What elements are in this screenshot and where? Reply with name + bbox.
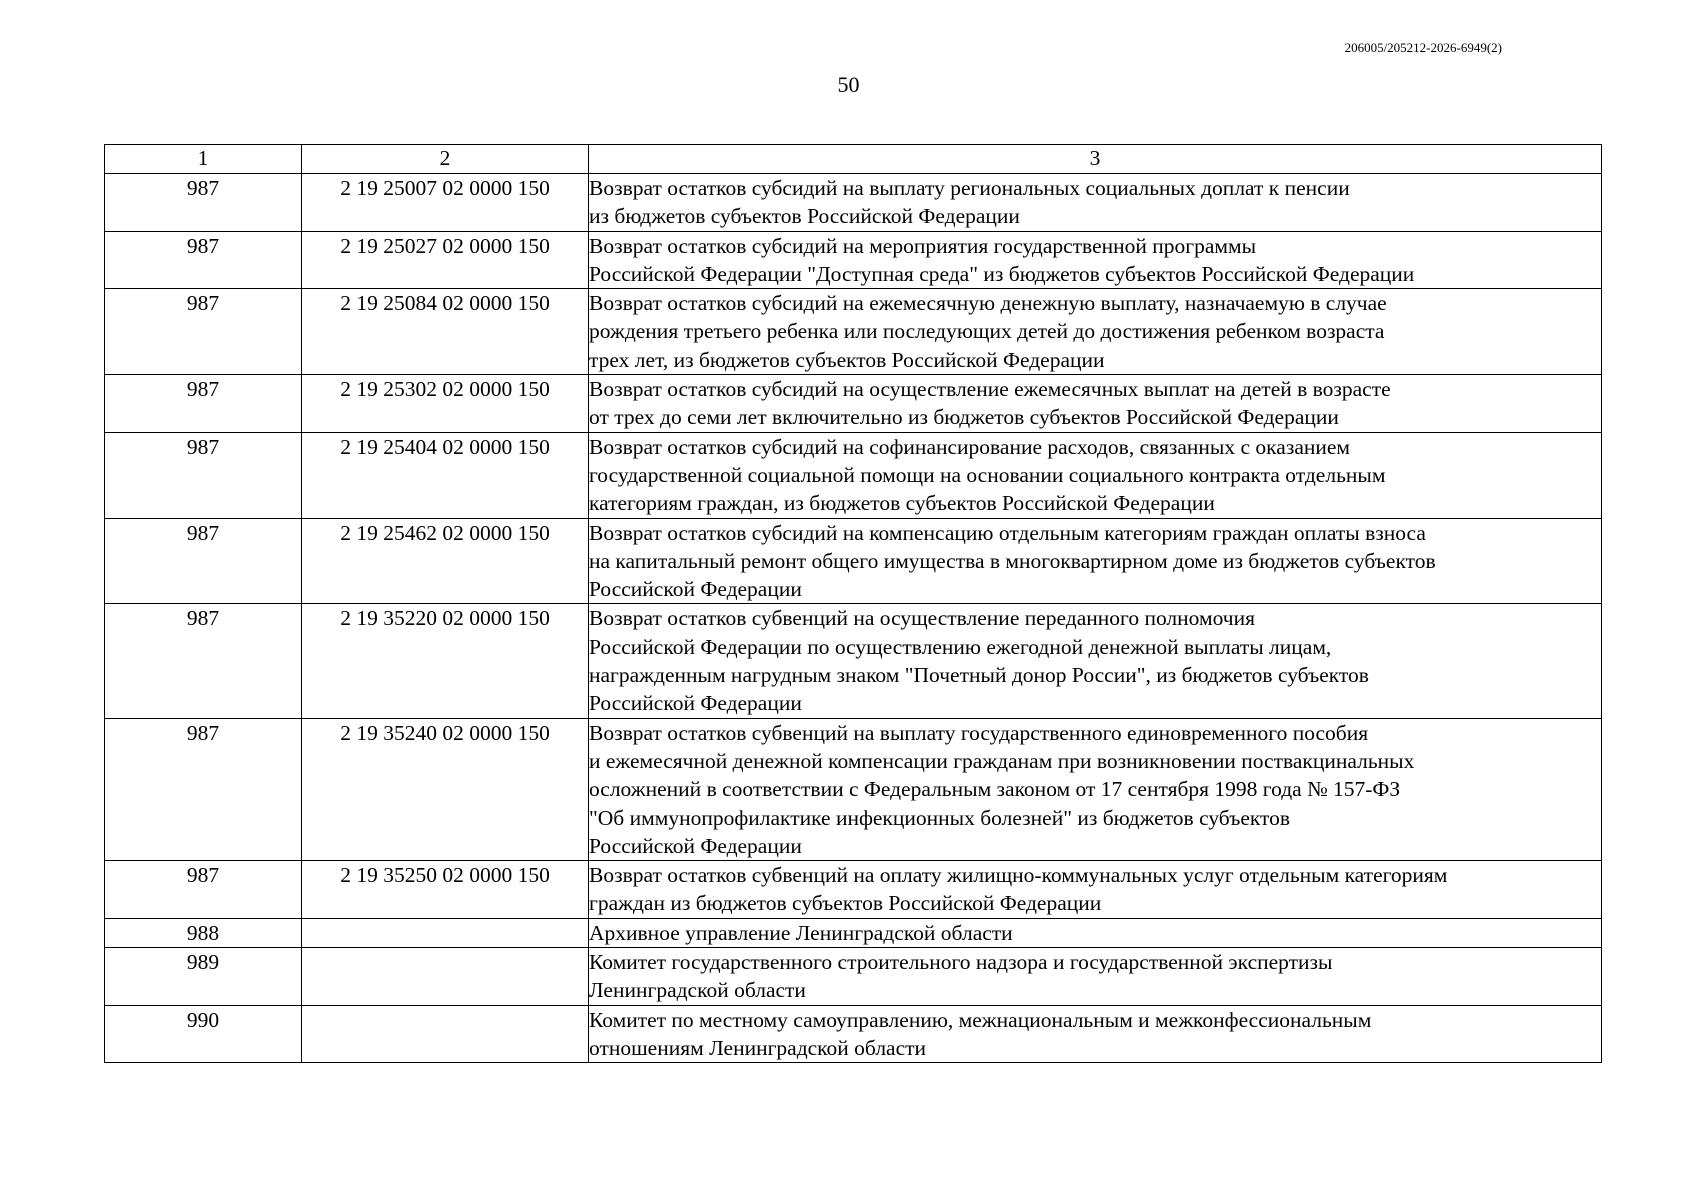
budget-code-text: 2 19 25027 02 0000 150 — [340, 233, 550, 258]
budget-code-cell — [302, 289, 589, 375]
budget-code-text: 2 19 25084 02 0000 150 — [340, 291, 550, 316]
budget-code-text: 2 19 35240 02 0000 150 — [340, 720, 550, 745]
description-text: Возврат остатков субсидий на компенсацию отдельным категориям граждан оплаты взноса на капитальный ремонт общего имущества в многоквартирном доме из бюджетов субъектов Российской Федерации — [589, 520, 1436, 602]
description-cell — [589, 948, 1602, 1006]
admin-code-cell — [105, 174, 302, 232]
description-cell — [589, 174, 1602, 232]
budget-code-text: 2 19 35250 02 0000 150 — [340, 863, 550, 888]
description-cell — [589, 231, 1602, 289]
description-cell — [589, 1005, 1602, 1063]
description-text: Комитет по местному самоуправлению, межнациональным и межконфессиональным отношениям Ленинградской области — [589, 1007, 1372, 1060]
table-row — [105, 375, 1602, 433]
admin-code-cell — [105, 231, 302, 289]
document-id: 206005/205212-2026-6949(2) — [1344, 40, 1502, 55]
table-row — [105, 231, 1602, 289]
admin-code-text: 987 — [186, 233, 220, 258]
description-text: Возврат остатков субвенций на оплату жилищно-коммунальных услуг отдельным категориям граждан из бюджетов субъектов Российской Федерации — [589, 863, 1448, 916]
budget-code-text: 2 19 25404 02 0000 150 — [340, 434, 550, 459]
table-row — [105, 518, 1602, 604]
description-cell — [589, 375, 1602, 433]
admin-code-cell — [105, 289, 302, 375]
admin-code-text: 987 — [186, 606, 220, 631]
table-header-row — [105, 145, 1602, 174]
description-text: Архивное управление Ленинградской области — [589, 920, 1013, 945]
description-text: Возврат остатков субвенций на выплату государственного единовременного пособия и ежемесячной денежной компенсации гражданам при возникновении поствакцинальных осложнений в соответствии с Федеральным законом от 17 сентября 1998 года № 157-ФЗ "Об иммунопрофилактике инфекционных болезней" из бюджетов субъектов Российской Федерации — [589, 720, 1415, 858]
budget-code-cell — [302, 518, 589, 604]
description-text: Возврат остатков субсидий на ежемесячную денежную выплату, назначаемую в случае рождения третьего ребенка или последующих детей до достижения ребенком возраста трех лет, из бюджетов субъектов Российской Федерации — [589, 291, 1387, 372]
table-row — [105, 174, 1602, 232]
budget-code-text: 2 19 25007 02 0000 150 — [340, 176, 550, 200]
admin-code-cell — [105, 861, 302, 919]
budget-code-cell — [302, 948, 589, 1006]
admin-code-text: 987 — [186, 863, 220, 888]
admin-code-cell — [105, 604, 302, 718]
description-cell — [589, 918, 1602, 947]
description-text: Возврат остатков субсидий на мероприятия государственной программы Российской Федерации "Доступная среда" из бюджетов субъектов Российской Федерации — [589, 233, 1415, 286]
description-cell — [589, 432, 1602, 518]
budget-codes-table — [104, 144, 1602, 1063]
budget-code-cell — [302, 375, 589, 433]
budget-code-cell — [302, 231, 589, 289]
budget-code-cell — [302, 718, 589, 860]
admin-code-cell — [105, 375, 302, 433]
table-row — [105, 289, 1602, 375]
budget-code-cell — [302, 174, 589, 232]
admin-code-text: 987 — [186, 520, 220, 545]
description-text: Возврат остатков субвенций на осуществление переданного полномочия Российской Федерации по осуществлению ежегодной денежной выплаты лицам, награжденным нагрудным знаком "Почетный донор России", из бюджетов субъектов Российской Федерации — [589, 606, 1369, 716]
column-header-3: 3 — [589, 145, 1602, 174]
budget-code-text: 2 19 25302 02 0000 150 — [340, 377, 550, 402]
column-header-2: 2 — [302, 145, 589, 174]
admin-code-text: 988 — [186, 920, 220, 945]
description-cell — [589, 718, 1602, 860]
admin-code-text: 987 — [186, 434, 220, 459]
admin-code-text: 987 — [186, 176, 220, 200]
admin-code-cell — [105, 1005, 302, 1063]
admin-code-text: 989 — [186, 950, 220, 975]
admin-code-text: 987 — [186, 377, 220, 402]
admin-code-cell — [105, 718, 302, 860]
admin-code-cell — [105, 918, 302, 947]
table-row — [105, 861, 1602, 919]
description-text: Возврат остатков субсидий на софинансирование расходов, связанных с оказанием государственной социальной помощи на основании социального контракта отдельным категориям граждан, из бюджетов субъектов Российской Федерации — [589, 434, 1386, 516]
budget-code-cell — [302, 432, 589, 518]
column-header-1: 1 — [105, 145, 302, 174]
description-cell — [589, 518, 1602, 604]
budget-code-text: 2 19 25462 02 0000 150 — [340, 520, 550, 545]
budget-code-cell — [302, 861, 589, 919]
table-row — [105, 604, 1602, 718]
description-cell — [589, 604, 1602, 718]
description-cell — [589, 861, 1602, 919]
description-cell — [589, 289, 1602, 375]
table-row — [105, 718, 1602, 860]
admin-code-text: 987 — [186, 291, 220, 316]
budget-code-cell — [302, 918, 589, 947]
table-row — [105, 948, 1602, 1006]
description-text: Комитет государственного строительного надзора и государственной экспертизы Ленинградской области — [589, 950, 1333, 1003]
admin-code-cell — [105, 948, 302, 1006]
admin-code-text: 990 — [186, 1007, 220, 1032]
description-text: Возврат остатков субсидий на осуществление ежемесячных выплат на детей в возрасте от трех до семи лет включительно из бюджетов субъектов Российской Федерации — [589, 377, 1391, 430]
description-text: Возврат остатков субсидий на выплату региональных социальных доплат к пенсии из бюджетов субъектов Российской Федерации — [589, 176, 1350, 229]
budget-code-cell — [302, 604, 589, 718]
admin-code-cell — [105, 518, 302, 604]
table-body — [105, 174, 1602, 1063]
admin-code-text: 987 — [186, 720, 220, 745]
budget-code-cell — [302, 1005, 589, 1063]
page-number: 50 — [837, 72, 860, 97]
table-row — [105, 432, 1602, 518]
admin-code-cell — [105, 432, 302, 518]
table-row — [105, 918, 1602, 947]
table-row — [105, 1005, 1602, 1063]
budget-code-text: 2 19 35220 02 0000 150 — [340, 606, 550, 631]
